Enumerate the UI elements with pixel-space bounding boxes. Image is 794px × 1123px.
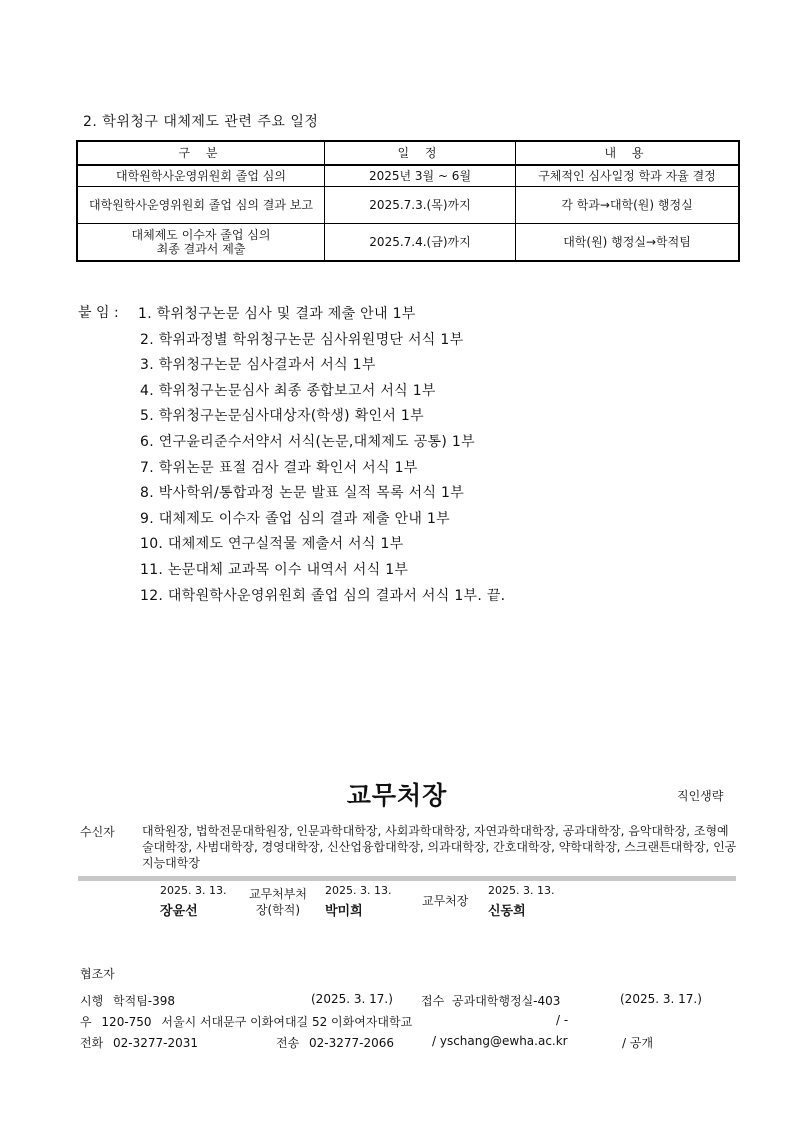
row3-schedule: 2025.7.4.(금)까지 [325,224,516,262]
row3-category: 대체제도 이수자 졸업 심의 최종 결과서 제출 [77,224,325,262]
email-link[interactable]: / yschang@ewha.ac.kr [432,1034,568,1048]
row2-schedule: 2025.7.3.(목)까지 [325,187,516,224]
attachment-item: 3. 학위청구논문 심사결과서 서식 1부 [140,357,376,374]
attachment-item: 6. 연구윤리준수서약서 서식(논문,대체제도 공통) 1부 [140,433,475,450]
seal-note: 직인생략 [677,789,724,803]
attachments-list [138,302,505,609]
attachment-item: 10. 대체제도 연구실적물 제출서 서식 1부 [140,536,404,553]
approval-date: 2025. 3. 13. [325,884,392,897]
header-schedule: 일 정 [325,141,516,165]
enforce-date: (2025. 3. 17.) [311,992,393,1006]
postal-label: 우 [80,1015,92,1029]
attachment-item: 1. 학위청구논문 심사 및 결과 제출 안내 1부 [138,306,416,322]
table-header-row [77,141,739,165]
footer-fax [276,1034,394,1051]
phone-number: 02-3277-2031 [113,1036,199,1050]
receipt-label: 접수 [421,994,445,1008]
approval-title: 교무처장 [422,894,469,908]
recipients-label: 수신자 [80,825,115,839]
footer-address-line [80,1013,412,1030]
attachment-item: 11. 논문대체 교과목 이수 내역서 서식 1부 [140,561,409,578]
approval-name: 장윤선 [160,904,198,919]
attachment-item: 7. 학위논문 표절 검사 결과 확인서 서식 1부 [140,459,418,476]
attachment-item: 9. 대체제도 이수자 졸업 심의 결과 제출 안내 1부 [140,510,450,527]
approval-name: 박미희 [325,904,363,919]
row1-category: 대학원학사운영위원회 졸업 심의 [77,165,325,187]
receipt-number: 공과대학행정실-403 [452,994,561,1008]
header-category: 구 분 [77,141,325,165]
attachment-item: 2. 학위과정별 학위청구논문 심사위원명단 서식 1부 [140,331,464,348]
attachment-item: 5. 학위청구논문심사대상자(학생) 확인서 1부 [140,408,424,425]
address: 서울시 서대문구 이화여대길 52 이화여자대학교 [161,1015,413,1029]
table-row [77,165,739,187]
header-content: 내 용 [516,141,740,165]
table-row [77,224,739,262]
divider-bar [78,876,736,881]
schedule-table [76,140,740,262]
approval-date: 2025. 3. 13. [160,884,227,897]
row2-category: 대학원학사운영위원회 졸업 심의 결과 보고 [77,187,325,224]
sender-title: 교무처장 [346,781,448,810]
receipt-date: (2025. 3. 17.) [620,992,702,1006]
enforce-number: 학적팀-398 [113,994,176,1008]
row2-content: 각 학과→대학(원) 행정실 [516,187,740,224]
approval-name: 신동희 [488,904,526,919]
approval-drafter [160,884,226,919]
fax-number: 02-3277-2066 [309,1036,395,1050]
recipients-text: 대학원장, 법학전문대학원장, 인문과학대학장, 사회과학대학장, 자연과학대학장, 공과대학장, 음악대학장, 조형예술대학장, 사범대학장, 경영대학장, 신산업융합대학장, 의과대학장, 간호대학장, 약학대학장, 스크랜튼대학장, 인공지능대학장 [142,824,737,870]
row1-content: 구체적인 심사일정 학과 자율 결정 [516,165,740,187]
row3-content: 대학(원) 행정실→학적팀 [516,224,740,262]
approval-final [488,884,554,919]
row1-schedule: 2025년 3월 ~ 6월 [325,165,516,187]
footer-enforce-line [80,992,175,1009]
phone-label: 전화 [80,1036,104,1050]
attachment-item: 12. 대학원학사운영위원회 졸업 심의 결과서 서식 1부. 끝. [140,587,506,604]
postal-code: 120-750 [101,1015,152,1029]
approval-reviewer [325,884,391,919]
section-title: 2. 학위청구 대체제도 관련 주요 일정 [83,114,319,130]
address-tail: / - [556,1013,569,1027]
disclosure-status: / 공개 [622,1036,654,1050]
attachment-item: 4. 학위청구논문심사 최종 종합보고서 서식 1부 [140,382,436,399]
attachment-item: 8. 박사학위/통합과정 논문 발표 실적 목록 서식 1부 [140,485,465,502]
approval-title: 교무처부처 장(학적) [249,887,307,917]
attachments-label: 붙 임 : [78,305,119,321]
footer-contact-line [80,1034,198,1051]
approval-date: 2025. 3. 13. [488,884,555,897]
cooperator-label: 협조자 [80,967,115,981]
table-row [77,187,739,224]
fax-label: 전송 [276,1036,300,1050]
footer-receipt [421,992,560,1009]
enforce-label: 시행 [80,994,104,1008]
